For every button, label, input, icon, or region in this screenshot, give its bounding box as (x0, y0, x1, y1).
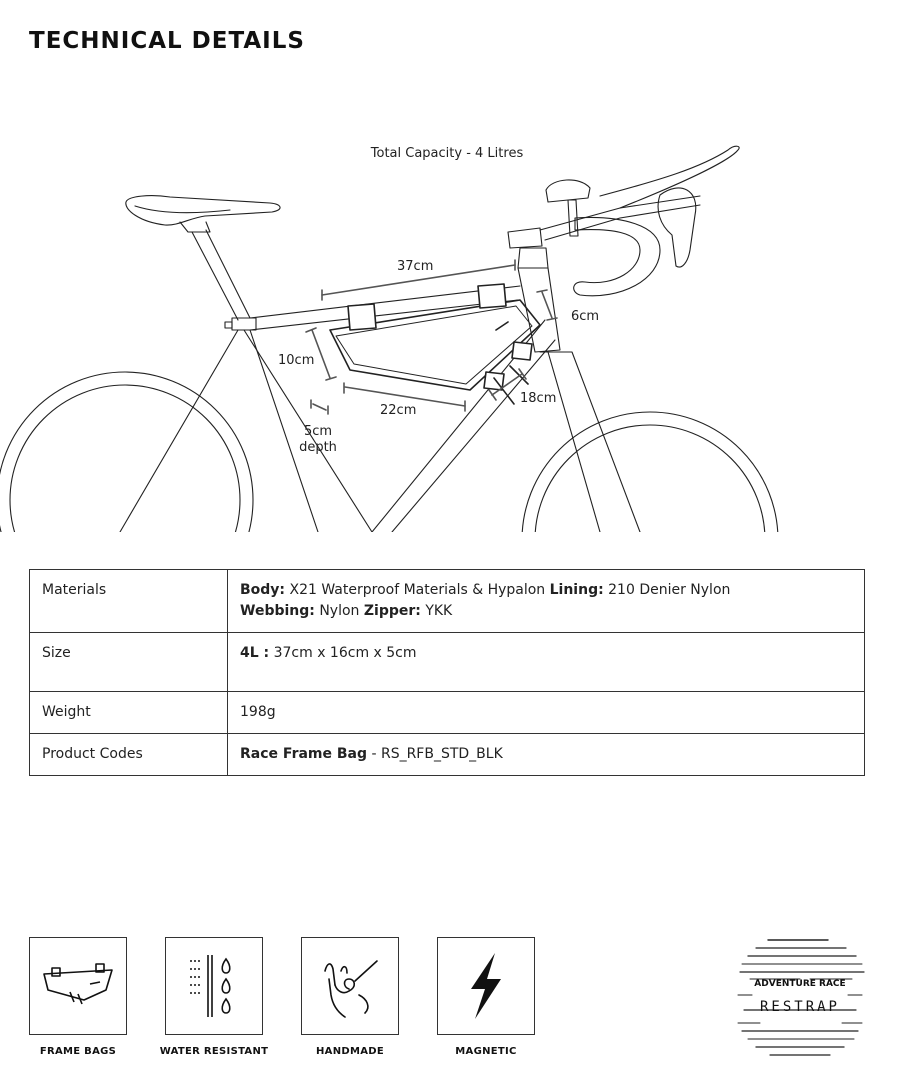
page-title: TECHNICAL DETAILS (29, 28, 305, 54)
depth-word-label: depth (299, 440, 337, 455)
lining-value: 210 Denier Nylon (603, 582, 731, 598)
lining-key: Lining: (549, 582, 604, 598)
product-name: Race Frame Bag (240, 746, 368, 762)
materials-line-2 (240, 601, 852, 622)
seat-tube-illustration (120, 230, 372, 532)
feature-frame-bags (29, 937, 127, 1057)
handlebar-illustration (540, 146, 739, 296)
bike-frame-bag-diagram (0, 130, 900, 540)
rear-height-label: 10cm (278, 353, 315, 368)
depth-value-label: 5cm (303, 424, 333, 439)
size-key: 4L : (240, 645, 270, 661)
technical-specs-table (29, 569, 865, 776)
webbing-key: Webbing: (240, 603, 315, 619)
table-row (30, 692, 865, 734)
row-label-weight: Weight (30, 692, 228, 734)
row-label-product-codes: Product Codes (30, 734, 228, 776)
materials-value (228, 570, 865, 633)
badge-line-2: RESTRAP (759, 999, 841, 1015)
body-key: Body: (240, 582, 286, 598)
water-resistant-icon (184, 951, 244, 1021)
feature-label: HANDMADE (315, 1046, 385, 1057)
head-tube-fork-illustration (508, 228, 640, 532)
row-label-materials: Materials (30, 570, 228, 633)
feature-label: WATER RESISTANT (159, 1046, 269, 1057)
weight-value: 198g (228, 692, 865, 734)
feature-handmade (301, 937, 399, 1057)
capacity-label: Total Capacity - 4 Litres (370, 146, 524, 161)
rear-wheel-illustration (0, 372, 253, 540)
front-height-label: 6cm (571, 309, 600, 324)
row-label-size: Size (30, 633, 228, 692)
feature-water-resistant (159, 937, 269, 1057)
body-value: X21 Waterproof Materials & Hypalon (285, 582, 550, 598)
restrap-logo (730, 935, 870, 1060)
webbing-value: Nylon (314, 603, 364, 619)
badge-line-1: ADVENTURE RACE (754, 979, 846, 989)
product-code-value (228, 734, 865, 776)
diagonal-label: 18cm (520, 391, 557, 406)
feature-label: MAGNETIC (455, 1046, 517, 1057)
size-value (228, 633, 865, 692)
zipper-key: Zipper: (363, 603, 421, 619)
bottom-length-label: 22cm (380, 403, 417, 418)
size-dimensions: 37cm x 16cm x 5cm (269, 645, 417, 661)
zipper-value: YKK (420, 603, 453, 619)
magnetic-icon (461, 951, 511, 1021)
feature-magnetic (437, 937, 535, 1057)
materials-line-1 (240, 580, 852, 601)
front-wheel-illustration (522, 412, 778, 540)
saddle-illustration (126, 196, 280, 232)
table-row (30, 633, 865, 692)
frame-bag-icon (40, 956, 116, 1016)
top-length-label: 37cm (397, 259, 434, 274)
product-code: - RS_RFB_STD_BLK (367, 746, 503, 762)
adventure-race-badge (730, 935, 870, 1060)
feature-label: FRAME BAGS (39, 1046, 117, 1057)
table-row (30, 734, 865, 776)
table-row (30, 570, 865, 633)
frame-bag-illustration (330, 284, 540, 404)
handmade-icon (315, 951, 385, 1021)
